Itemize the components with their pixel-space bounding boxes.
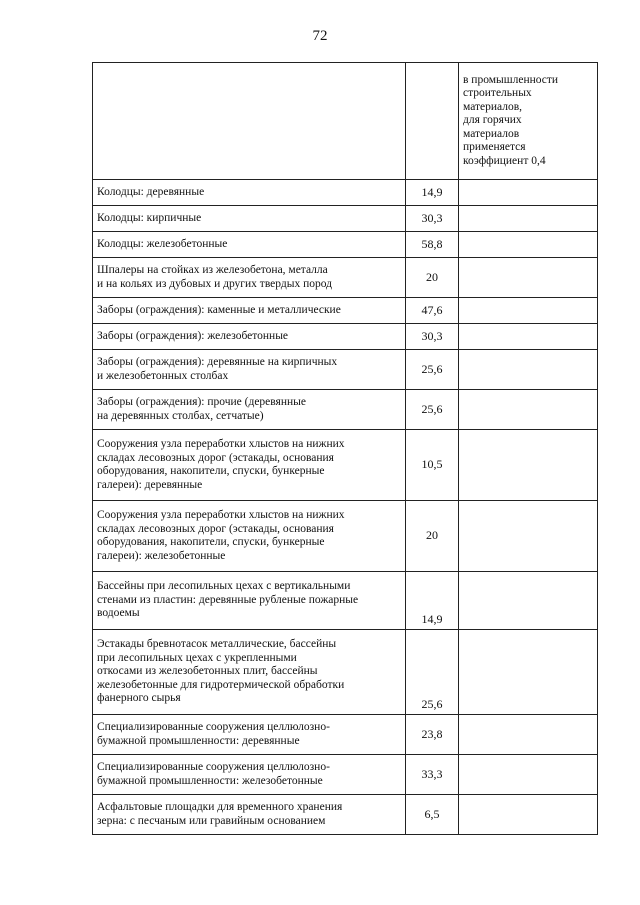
- structure-name-cell: [93, 324, 406, 350]
- header-note-line: материалов: [463, 127, 520, 140]
- structure-name-line: железобетонные для гидротермической обработки: [97, 678, 345, 691]
- structure-name-line: Заборы (ограждения): деревянные на кирпичных: [97, 356, 338, 368]
- note-cell: [459, 258, 598, 298]
- table-row: [93, 390, 598, 430]
- table-row: [93, 572, 598, 630]
- note-cell: [459, 755, 598, 795]
- structure-name-line: Эстакады бревнотасок металлические, бассейны: [97, 638, 337, 651]
- structure-name-line: стенами из пластин: деревянные рубленые пожарные: [97, 593, 359, 606]
- note-cell: [459, 232, 598, 258]
- note-cell: [459, 390, 598, 430]
- header-note-line: коэффициент 0,4: [463, 154, 546, 167]
- note-cell: [459, 298, 598, 324]
- structure-name-line: Заборы (ограждения): каменные и металлические: [97, 303, 341, 316]
- structure-name-line: Заборы (ограждения): прочие (деревянные: [97, 396, 306, 408]
- header-note-cell: [459, 63, 598, 180]
- note-cell: [459, 430, 598, 501]
- table-row: [93, 258, 598, 298]
- note-cell: [459, 324, 598, 350]
- header-note-line: материалов,: [463, 100, 523, 113]
- table-row: [93, 430, 598, 501]
- rate-value-cell: 14,9: [406, 572, 459, 630]
- table-row: [93, 324, 598, 350]
- structure-name-line: оборудования, накопители, спуски, бункерные: [97, 536, 325, 548]
- structure-name-line: Заборы (ограждения): железобетонные: [97, 329, 289, 342]
- structure-name-line: Шпалеры на стойках из железобетона, металла: [97, 264, 328, 276]
- page-number: 72: [312, 28, 328, 44]
- table-row: [93, 501, 598, 572]
- table-row: [93, 232, 598, 258]
- structure-name-cell: [93, 206, 406, 232]
- structure-name-line: Сооружения узла переработки хлыстов на нижних: [97, 438, 345, 450]
- header-note-line: применяется: [463, 141, 526, 154]
- note-cell: [459, 630, 598, 715]
- header-note-line: для горячих: [463, 114, 522, 127]
- header-continuation-row: [93, 63, 598, 180]
- note-cell: [459, 180, 598, 206]
- table-row: [93, 180, 598, 206]
- header-name-cell: [93, 63, 406, 180]
- structure-name-line: откосами из железобетонных плит, бассейны: [97, 665, 318, 678]
- structure-name-line: Сооружения узла переработки хлыстов на нижних: [97, 509, 345, 521]
- structure-name-line: Асфальтовые площадки для временного хранения: [97, 801, 343, 813]
- structure-name-cell: [93, 180, 406, 206]
- table-row: [93, 298, 598, 324]
- header-note-line: строительных: [463, 87, 532, 100]
- structure-name-cell: [93, 430, 406, 501]
- table-row: [93, 715, 598, 755]
- table-row: [93, 350, 598, 390]
- structure-name-cell: [93, 350, 406, 390]
- structure-name-line: Бассейны при лесопильных цехах с вертикальными: [97, 580, 351, 593]
- rate-value-cell: 20: [406, 258, 459, 298]
- structure-name-line: бумажной промышленности: деревянные: [97, 734, 300, 747]
- structure-name-line: галереи): железобетонные: [97, 549, 226, 562]
- structure-name-cell: [93, 232, 406, 258]
- structure-name-line: фанерного сырья: [97, 692, 181, 705]
- table-row: [93, 795, 598, 835]
- structure-name-line: Колодцы: деревянные: [97, 185, 205, 198]
- structure-name-line: на деревянных столбах, сетчатые): [97, 409, 264, 422]
- structure-name-cell: [93, 298, 406, 324]
- depreciation-table: [92, 62, 598, 835]
- rate-value-cell: 30,3: [406, 324, 459, 350]
- rate-value-cell: 23,8: [406, 715, 459, 755]
- table-row: [93, 630, 598, 715]
- structure-name-line: зерна: с песчаным или гравийным основанием: [97, 814, 326, 827]
- structure-name-cell: [93, 258, 406, 298]
- header-note-line: в промышленности: [463, 73, 559, 86]
- note-cell: [459, 501, 598, 572]
- structure-name-line: Специализированные сооружения целлюлозно-: [97, 721, 330, 733]
- structure-name-cell: [93, 572, 406, 630]
- structure-name-cell: [93, 390, 406, 430]
- rate-value-cell: 25,6: [406, 390, 459, 430]
- rate-value-cell: 20: [406, 501, 459, 572]
- rate-value-cell: 14,9: [406, 180, 459, 206]
- structure-name-line: Колодцы: железобетонные: [97, 237, 228, 250]
- note-cell: [459, 350, 598, 390]
- rate-value-cell: 25,6: [406, 630, 459, 715]
- note-cell: [459, 572, 598, 630]
- structure-name-line: оборудования, накопители, спуски, бункерные: [97, 465, 325, 477]
- structure-name-cell: [93, 501, 406, 572]
- note-cell: [459, 206, 598, 232]
- rate-value-cell: 33,3: [406, 755, 459, 795]
- structure-name-line: бумажной промышленности: железобетонные: [97, 774, 323, 787]
- table-row: [93, 206, 598, 232]
- structure-name-cell: [93, 755, 406, 795]
- structure-name-line: водоемы: [97, 607, 140, 620]
- rate-value-cell: 30,3: [406, 206, 459, 232]
- rate-value-cell: 6,5: [406, 795, 459, 835]
- note-cell: [459, 795, 598, 835]
- structure-name-line: Специализированные сооружения целлюлозно-: [97, 761, 330, 773]
- structure-name-line: галереи): деревянные: [97, 478, 203, 491]
- structure-name-cell: [93, 630, 406, 715]
- structure-name-line: и железобетонных столбах: [97, 369, 229, 382]
- rate-value-cell: 47,6: [406, 298, 459, 324]
- structure-name-line: складах лесовозных дорог (эстакады, основания: [97, 451, 334, 464]
- rate-value-cell: 58,8: [406, 232, 459, 258]
- structure-name-cell: [93, 795, 406, 835]
- rate-value-cell: 10,5: [406, 430, 459, 501]
- structure-name-line: складах лесовозных дорог (эстакады, основания: [97, 522, 334, 535]
- rate-value-cell: 25,6: [406, 350, 459, 390]
- structure-name-line: Колодцы: кирпичные: [97, 211, 202, 224]
- structure-name-line: при лесопильных цехах с укрепленными: [97, 651, 297, 664]
- structure-name-cell: [93, 715, 406, 755]
- table-row: [93, 755, 598, 795]
- structure-name-line: и на кольях из дубовых и других твердых пород: [97, 277, 333, 290]
- header-value-cell: [406, 63, 459, 180]
- note-cell: [459, 715, 598, 755]
